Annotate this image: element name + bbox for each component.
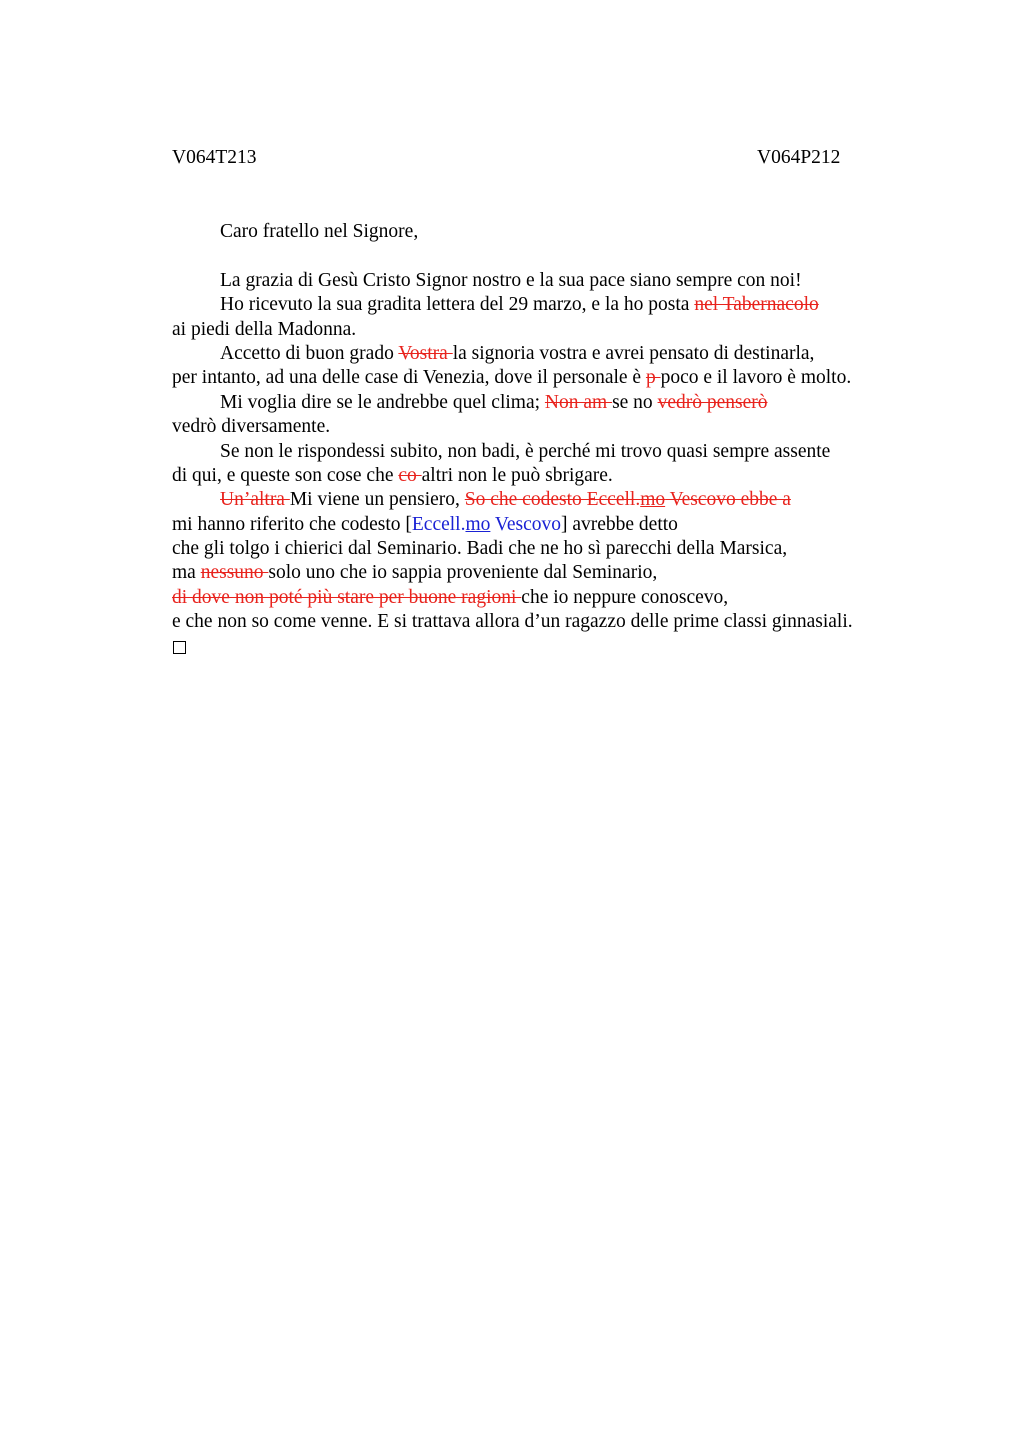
paragraph-greeting: La grazia di Gesù Cristo Signor nostro e la sua pace siano sempre con noi!: [220, 269, 802, 291]
paragraph-absent-line1: Se non le rispondessi subito, non badi, è perché mi trovo quasi sempre assente: [220, 440, 831, 462]
text-run: Ho ricevuto la sua gradita lettera del 29 marzo, e la ho posta: [220, 294, 695, 316]
deleted-text: p: [645, 367, 661, 389]
inserted-text: Vescovo: [490, 513, 561, 535]
deleted-text: co: [398, 464, 422, 486]
letter-body: [172, 220, 932, 659]
paragraph-thought-line2: [172, 513, 932, 537]
text-run: di qui, e queste son cose che: [172, 464, 399, 486]
salutation: Caro fratello nel Signore,: [220, 221, 419, 242]
paragraph-climate-line1: [172, 391, 932, 415]
paragraph-thought-line1: [172, 488, 932, 512]
text-run: ma: [172, 562, 201, 584]
document-code-left: V064T213: [172, 147, 257, 168]
deleted-text: vedrò penserò: [657, 391, 768, 413]
deleted-text: Vescovo ebbe a: [665, 489, 791, 511]
text-run: che io neppure conoscevo,: [521, 586, 729, 608]
text-run: Mi viene un pensiero,: [289, 489, 465, 511]
paragraph-thought-line4: [172, 561, 932, 585]
paragraph-received-line1: [172, 293, 932, 317]
paragraph-accept-line2: [172, 366, 932, 390]
paragraph-received-line2: ai piedi della Madonna.: [172, 318, 357, 340]
paragraph-thought-line6: e che non so come venne. E si trattava allora d’un ragazzo delle prime classi ginnasiali.: [172, 611, 853, 633]
text-run: se no: [612, 391, 658, 413]
text-run: Mi voglia dire se le andrebbe quel clima;: [220, 391, 545, 413]
text-run: Accetto di buon grado: [220, 342, 399, 364]
deleted-text: So che codesto Eccell.: [464, 489, 641, 511]
deleted-text: Non am: [544, 391, 613, 413]
text-run: mi hanno riferito che codesto [: [172, 513, 412, 535]
text-run: ] avrebbe detto: [560, 513, 678, 535]
end-marker: [172, 635, 932, 659]
paragraph-accept-line1: [172, 342, 932, 366]
paragraph-thought-line5: [172, 586, 932, 610]
inserted-superscript-text: mo: [465, 513, 491, 535]
text-run: solo uno che io sappia proveniente dal Seminario,: [268, 562, 658, 584]
deleted-text: nessuno: [200, 562, 269, 584]
blank-line: [172, 244, 932, 268]
inserted-text: Eccell.: [411, 513, 466, 535]
paragraph-climate-line2: vedrò diversamente.: [172, 416, 331, 438]
text-run: la signoria vostra e avrei pensato di destinarla,: [452, 342, 815, 364]
deleted-text: nel Tabernacolo: [694, 294, 819, 316]
paragraph-absent-line2: [172, 464, 932, 488]
deleted-text: di dove non poté più stare per buone ragioni: [172, 586, 522, 608]
deleted-text: Un’altra: [220, 489, 290, 511]
end-box-icon: [173, 641, 186, 654]
text-run: per intanto, ad una delle case di Venezia, dove il personale è: [172, 367, 646, 389]
deleted-text: Vostra: [398, 342, 453, 364]
text-run: poco e il lavoro è molto.: [660, 367, 852, 389]
paragraph-thought-line3: che gli tolgo i chierici dal Seminario. Badi che ne ho sì parecchi della Marsica,: [172, 538, 788, 560]
deleted-superscript-text: mo: [640, 489, 666, 511]
document-code-right: V064P212: [757, 147, 841, 168]
text-run: altri non le può sbrigare.: [421, 464, 613, 486]
